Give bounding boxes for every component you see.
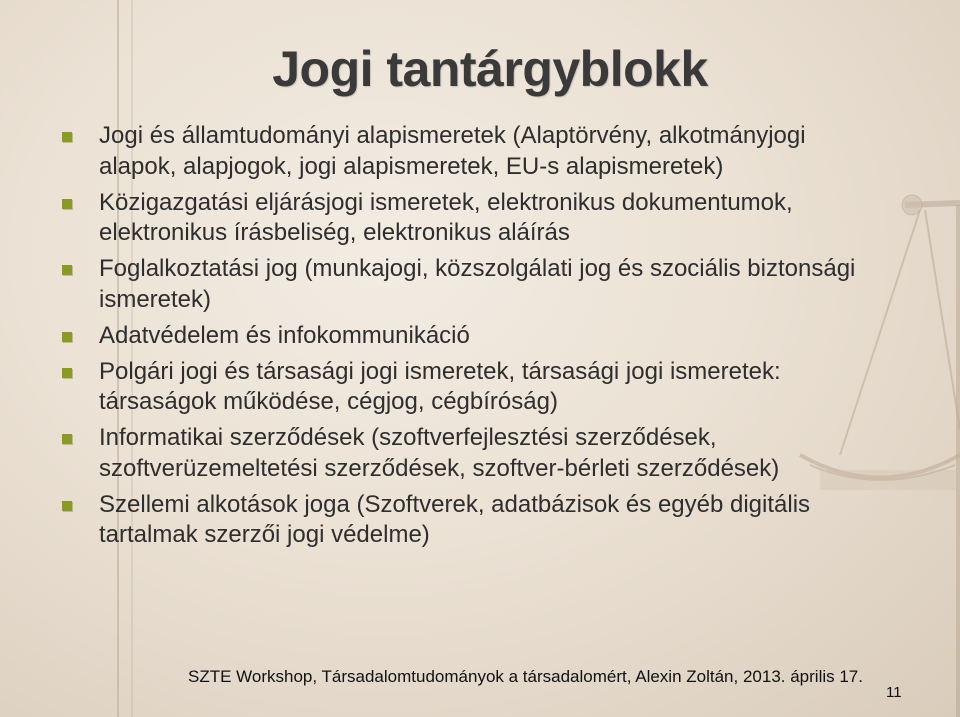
bullet-text: Jogi és államtudományi alapismeretek (Alaptörvény, alkotmányjogi alapok, alapjogok, jogi alapismeretek, EU-s alapismeretek) [99, 122, 806, 180]
square-bullet-icon [62, 368, 72, 378]
slide-footer: SZTE Workshop, Társadalomtudományok a társadalomért, Alexin Zoltán, 2013. április 17. [188, 667, 863, 686]
list-item [62, 121, 862, 182]
page-number: 11 [886, 684, 902, 701]
list-item [62, 423, 862, 484]
bullet-text: Közigazgatási eljárásjogi ismeretek, elektronikus dokumentumok, elektronikus írásbeliség, elektronikus aláírás [99, 188, 793, 246]
square-bullet-icon [62, 501, 72, 511]
bullet-text: Szellemi alkotások joga (Szoftverek, adatbázisok és egyéb digitális tartalmak szerzői jogi védelme) [99, 490, 811, 548]
bullet-list [62, 121, 862, 556]
slide-title: Jogi tantárgyblokk [272, 41, 708, 97]
square-bullet-icon [62, 199, 72, 209]
bullet-text: Polgári jogi és társasági jogi ismeretek, társasági jogi ismeretek: társaságok működése, cégjog, cégbíróság) [99, 357, 781, 415]
list-item [62, 357, 862, 418]
list-item [62, 254, 862, 315]
square-bullet-icon [62, 132, 72, 142]
list-item [62, 321, 862, 352]
list-item [62, 188, 862, 249]
square-bullet-icon [62, 332, 72, 342]
bullet-text: Adatvédelem és infokommunikáció [99, 321, 470, 349]
bullet-text: Foglalkoztatási jog (munkajogi, közszolgálati jog és szociális biztonsági ismeretek) [99, 255, 856, 313]
bullet-text: Informatikai szerződések (szoftverfejlesztési szerződések, szoftverüzemeltetési szerződések, szoftver-bérleti szerződések) [99, 424, 780, 482]
square-bullet-icon [62, 434, 72, 444]
list-item [62, 490, 862, 551]
square-bullet-icon [62, 265, 72, 275]
